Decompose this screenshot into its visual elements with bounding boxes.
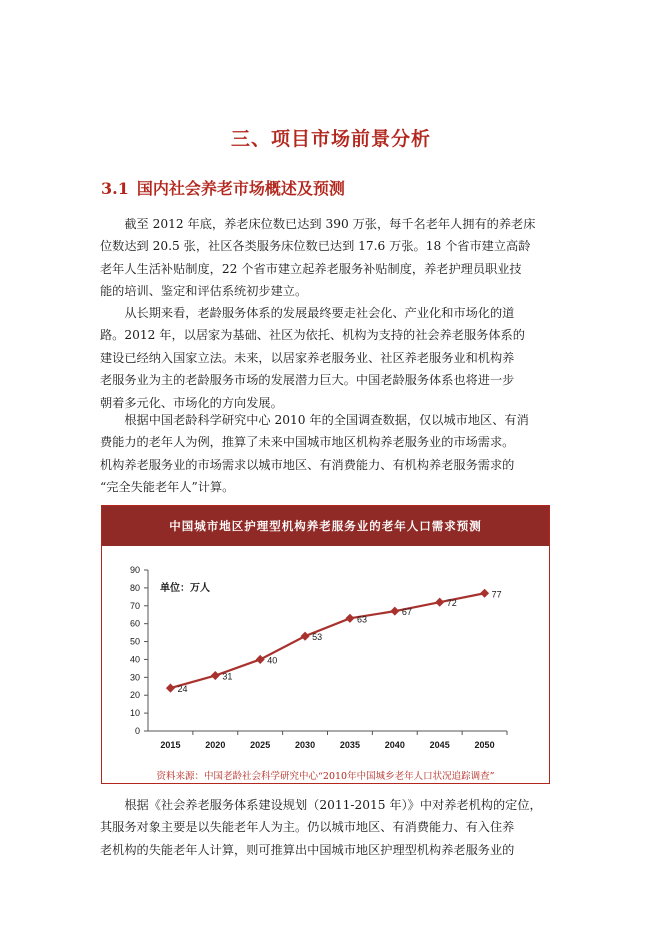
y-tick-label: 40 bbox=[129, 654, 140, 665]
y-tick-label: 90 bbox=[129, 565, 140, 575]
data-label: 53 bbox=[312, 632, 323, 643]
text-line: 根据《社会养老服务体系建设规划（2011-2015 年）》中对养老机构的定位， bbox=[100, 798, 542, 812]
x-tick-label: 2050 bbox=[474, 740, 495, 750]
paragraph-1 bbox=[100, 213, 558, 303]
data-label: 40 bbox=[267, 655, 278, 666]
unit-label: 单位：万人 bbox=[160, 583, 210, 594]
y-tick-label: 80 bbox=[129, 582, 140, 593]
text-line: 能的培训、鉴定和评估系统初步建立。 bbox=[100, 284, 308, 299]
text-line: 机构养老服务业的市场需求以城市地区、有消费能力、有机构养老服务需求的 bbox=[100, 457, 515, 472]
x-tick-label: 2020 bbox=[205, 740, 226, 750]
paragraph-3 bbox=[100, 409, 558, 499]
text-line: 朝着多元化、市场化的方向发展。 bbox=[100, 395, 283, 410]
text-line: 位数达到 20.5 张，社区各类服务床位数已达到 17.6 万张。18 个省市建立高龄 bbox=[100, 239, 531, 254]
data-point bbox=[345, 614, 354, 623]
text-line: 路。2012 年，以居家为基础、社区为依托、机构为支持的社会养老服务体系的 bbox=[100, 328, 525, 343]
y-tick-label: 0 bbox=[134, 726, 140, 736]
data-point bbox=[166, 684, 175, 693]
x-tick-label: 2035 bbox=[339, 740, 360, 750]
text-line: 根据中国老龄科学研究中心 2010 年的全国调查数据，仅以城市地区、有消 bbox=[100, 413, 529, 427]
data-label: 72 bbox=[446, 598, 457, 609]
x-tick-label: 2030 bbox=[295, 740, 316, 750]
x-tick-label: 2040 bbox=[384, 740, 405, 750]
text-line: 截至 2012 年底，养老床位数已达到 390 万张，每千名老年人拥有的养老床 bbox=[100, 217, 536, 231]
data-point bbox=[301, 632, 310, 641]
data-point bbox=[435, 598, 444, 607]
data-point bbox=[480, 589, 489, 598]
chart-source: 资料来源：中国老龄社会科学研究中心“2010年中国城乡老年人口状况追踪调查” bbox=[156, 771, 495, 782]
text-line: 老服务业为主的老龄服务市场的发展潜力巨大。中国老龄服务体系也将进一步 bbox=[100, 373, 515, 388]
data-point bbox=[256, 655, 265, 664]
data-label: 63 bbox=[356, 614, 367, 625]
x-tick-label: 2025 bbox=[250, 740, 271, 750]
text-line: 费能力的老年人为例，推算了未来中国城市地区机构养老服务业的市场需求。 bbox=[100, 435, 515, 450]
x-tick-label: 2045 bbox=[429, 740, 450, 750]
text-line: 其服务对象主要是以失能老年人为主。仍以城市地区、有消费能力、有入住养 bbox=[100, 820, 515, 835]
data-label: 77 bbox=[491, 589, 502, 600]
page-title: 三、项目市场前景分析 bbox=[230, 128, 431, 150]
text-line: “完全失能老年人”计算。 bbox=[100, 480, 235, 495]
y-tick-label: 10 bbox=[129, 708, 140, 719]
text-line: 从长期来看，老龄服务体系的发展最终要走社会化、产业化和市场化的道 bbox=[100, 306, 515, 320]
section-heading bbox=[101, 176, 345, 199]
y-tick-label: 50 bbox=[129, 636, 140, 647]
section-title: 国内社会养老市场概述及预测 bbox=[136, 179, 345, 198]
y-tick-label: 30 bbox=[129, 672, 140, 683]
x-tick-label: 2015 bbox=[160, 740, 181, 750]
paragraph-4 bbox=[100, 794, 558, 861]
data-label: 67 bbox=[401, 607, 412, 618]
data-point bbox=[390, 607, 399, 616]
data-label: 31 bbox=[222, 671, 233, 682]
data-label: 24 bbox=[177, 684, 188, 695]
y-tick-label: 70 bbox=[129, 600, 140, 611]
chart-title: 中国城市地区护理型机构养老服务业的老年人口需求预测 bbox=[102, 506, 549, 546]
paragraph-2 bbox=[100, 302, 558, 414]
data-point bbox=[211, 671, 220, 680]
text-line: 老机构的失能老年人计算，则可推算出中国城市地区护理型机构养老服务业的 bbox=[100, 842, 515, 857]
y-tick-label: 20 bbox=[129, 690, 140, 701]
text-line: 建设已经纳入国家立法。未来，以居家养老服务业、社区养老服务业和机构养 bbox=[100, 350, 515, 365]
section-number: 3.1 bbox=[101, 179, 129, 198]
y-tick-label: 60 bbox=[129, 618, 140, 629]
line-chart bbox=[102, 506, 549, 783]
chart-frame bbox=[101, 505, 550, 784]
text-line: 老年人生活补贴制度，22 个省市建立起养老服务补贴制度，养老护理员职业技 bbox=[100, 261, 522, 276]
